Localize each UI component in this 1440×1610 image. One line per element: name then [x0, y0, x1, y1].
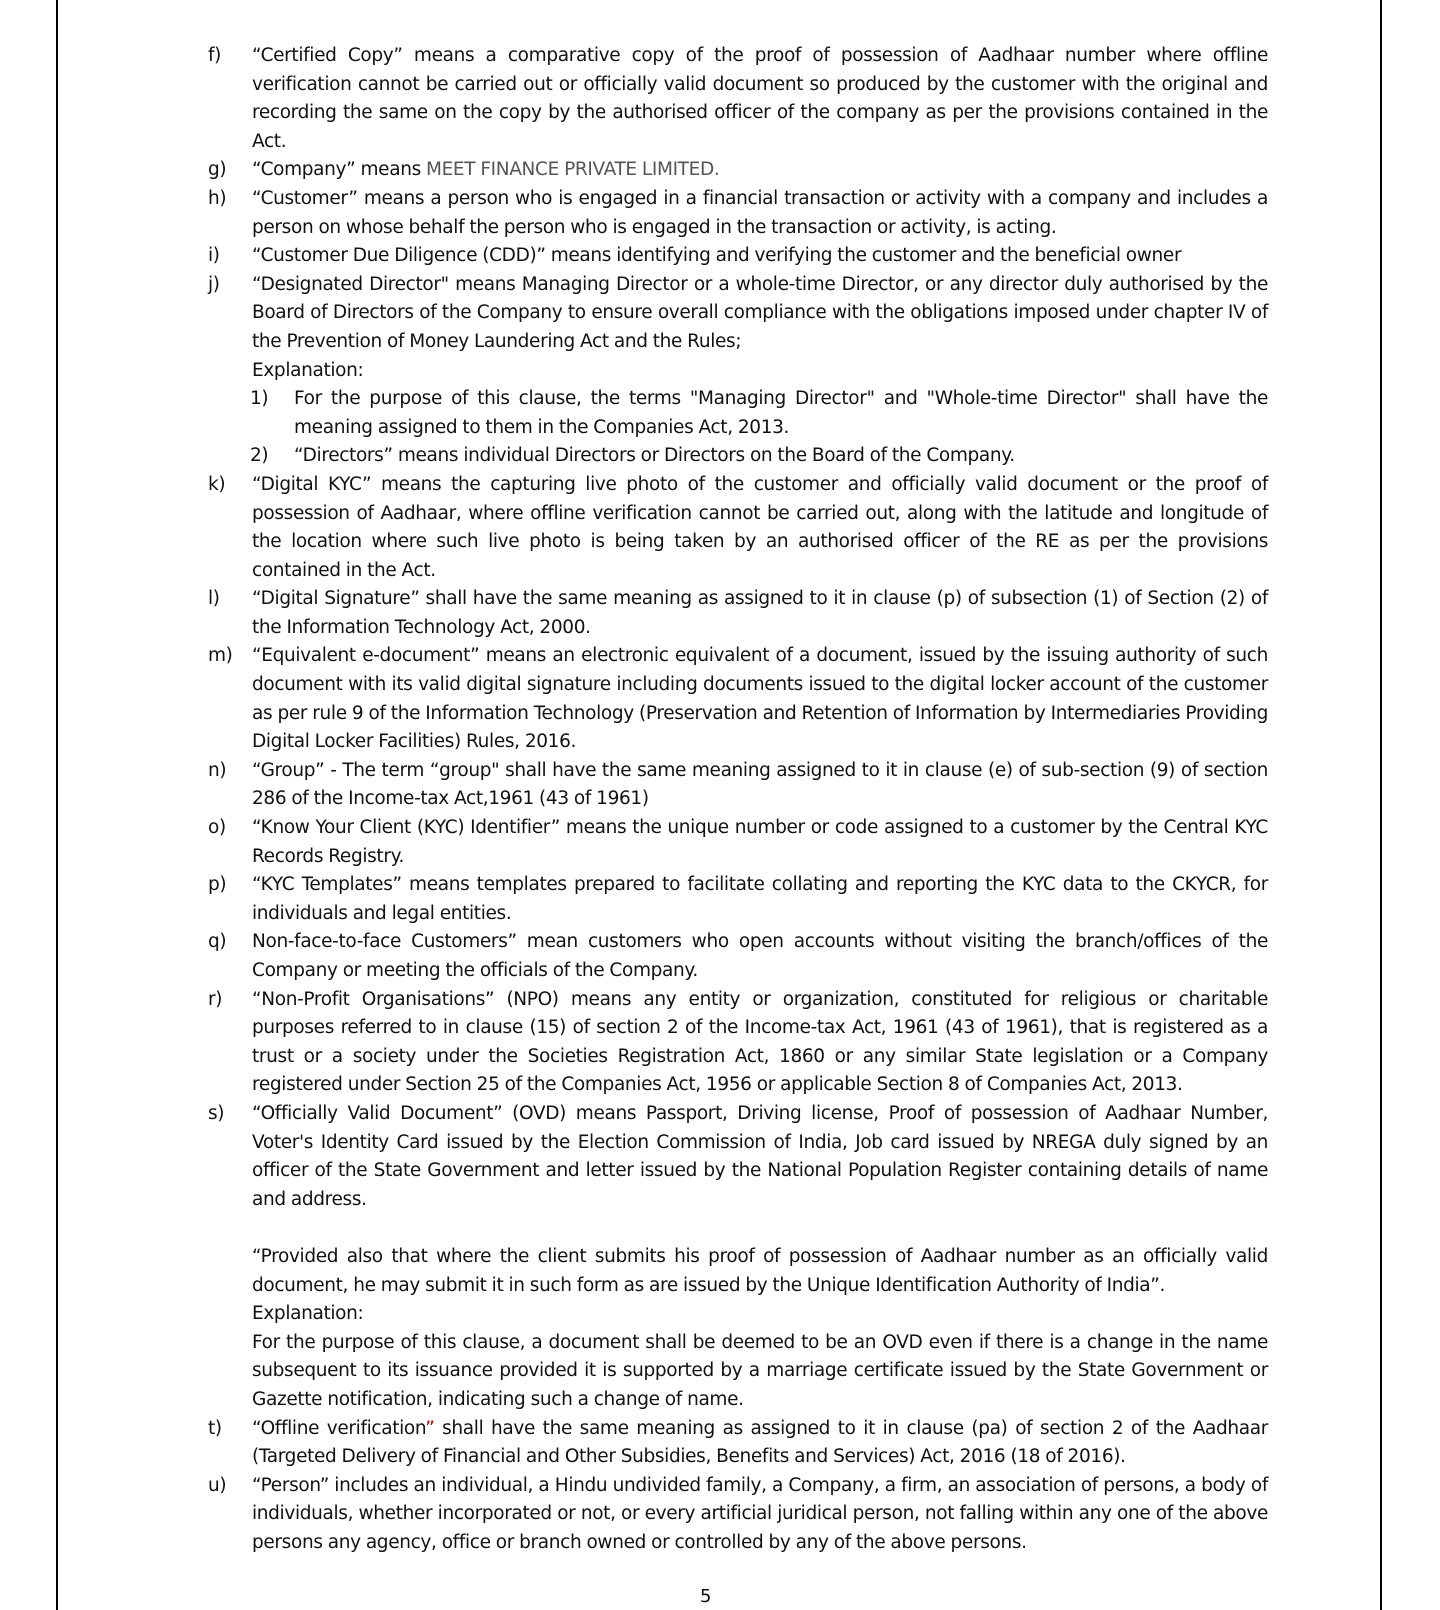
explanation-sub-item-1 — [208, 385, 1268, 442]
item-marker: n) — [208, 759, 227, 781]
definition-text: “Customer” means a person who is engaged in a financial transaction or activity with a company and includes a person on whose behalf the person who is engaged in the transaction or activity, is acting. — [252, 187, 1268, 238]
definition-item-m — [208, 642, 1268, 756]
item-marker: i) — [208, 245, 220, 267]
proviso-text: “Provided also that where the client submits his proof of possession of Aadhaar number as an officially valid document, he may submit it in such form as are issued by the Unique Identification Authority of India”. — [252, 1245, 1268, 1296]
item-marker: j) — [208, 273, 220, 295]
term-open: “Offline verification — [252, 1417, 426, 1439]
item-marker: r) — [208, 988, 223, 1010]
item-marker: g) — [208, 159, 227, 181]
definition-item-r — [208, 986, 1268, 1100]
paragraph-spacer — [252, 1214, 1268, 1243]
sub-item-marker: 2) — [250, 445, 269, 467]
definition-text: “Know Your Client (KYC) Identifier” means the unique number or code assigned to a customer by the Central KYC Records Registry. — [252, 817, 1268, 867]
definition-item-t — [208, 1415, 1268, 1472]
page-number: 5 — [700, 1586, 712, 1607]
sub-item-text: For the purpose of this clause, the terms "Managing Director" and "Whole-time Director" shall have the meaning assigned to them in the Companies Act, 2013. — [294, 388, 1268, 438]
item-marker: m) — [208, 645, 233, 667]
definition-rest: shall have the same meaning as assigned to it in clause (pa) of section 2 of the Aadhaar (Targeted Delivery of Financial and Other Subsidies, Benefits and Services) Act, 2016 (18 of 2016). — [252, 1417, 1268, 1468]
item-marker: t) — [208, 1417, 222, 1439]
definition-text: “Digital Signature” shall have the same meaning as assigned to it in clause (p) of subsection (1) of Section (2) of the Information Technology Act, 2000. — [252, 588, 1268, 638]
definition-text: “Customer Due Diligence (CDD)” means identifying and verifying the customer and the beneficial owner — [252, 245, 1182, 267]
item-marker: f) — [208, 45, 222, 66]
definition-item-f — [208, 42, 1268, 156]
definition-text: “Certified Copy” means a comparative copy of the proof of possession of Aadhaar number where offline verification cannot be carried out or officially valid document so produced by the customer with the original and recording the same on the copy by the authorised officer of the company as per the provisions contained in the Act. — [252, 45, 1268, 152]
definition-prefix: “Company” means — [252, 159, 426, 181]
explanation-sub-item-2 — [208, 442, 1268, 471]
page-border-right — [1380, 0, 1382, 1610]
definition-text: “Designated Director" means Managing Director or a whole-time Director, or any director duly authorised by the Board of Directors of the Company to ensure overall compliance with the obligations imposed under chapter IV of the Prevention of Money Laundering Act and the Rules; — [252, 273, 1268, 352]
definition-item-g — [208, 156, 1268, 185]
definition-text: “Equivalent e-document” means an electronic equivalent of a document, issued by the issuing authority of such document with its valid digital signature including documents issued to the digital locker account of the customer as per rule 9 of the Information Technology (Preservation and Retention of Information by Intermediaries Providing Digital Locker Facilities) Rules, 2016. — [252, 645, 1268, 753]
definition-text: “KYC Templates” means templates prepared to facilitate collating and reporting the KYC data to the CKYCR, for individuals and legal entities. — [252, 874, 1268, 924]
definition-text: “Digital KYC” means the capturing live photo of the customer and officially valid document or the proof of possession of Aadhaar, where offline verification cannot be carried out, along with the latitude and longitude of the location where such live photo is being taken by an authorised officer of the RE as per the provisions contained in the Act. — [252, 473, 1268, 581]
definition-text: “Officially Valid Document” (OVD) means Passport, Driving license, Proof of possession of Aadhaar Number, Voter's Identity Card issued by the Election Commission of India, Job card issued by NREGA duly signed by an officer of the State Government and letter issued by the National Population Register containing details of name and address. — [252, 1102, 1268, 1210]
item-marker: o) — [208, 817, 226, 839]
item-marker: h) — [208, 187, 227, 209]
item-marker: k) — [208, 473, 226, 495]
item-marker: q) — [208, 931, 227, 953]
item-marker: p) — [208, 874, 227, 896]
company-name: MEET FINANCE PRIVATE LIMITED. — [425, 159, 720, 181]
definition-item-j — [208, 271, 1268, 385]
definition-item-i — [208, 242, 1268, 271]
definition-item-u — [208, 1472, 1268, 1558]
definition-item-h — [208, 185, 1268, 242]
explanation-label: Explanation: — [252, 359, 364, 381]
definition-text: Non-face-to-face Customers” mean customers who open accounts without visiting the branch/offices of the Company or meeting the officials of the Company. — [252, 931, 1268, 981]
definition-item-o — [208, 814, 1268, 871]
definition-item-k — [208, 471, 1268, 585]
explanation-label: Explanation: — [252, 1303, 364, 1325]
sub-item-marker: 1) — [250, 388, 269, 410]
definition-item-l — [208, 585, 1268, 642]
definition-text: “Person” includes an individual, a Hindu undivided family, a Company, a firm, an association of persons, a body of individuals, whether incorporated or not, or every artificial juridical person, not falling within any one of the above persons any agency, office or branch owned or controlled by any of the above persons. — [252, 1474, 1268, 1553]
definition-item-s — [208, 1100, 1268, 1415]
definition-text: “Non-Profit Organisations” (NPO) means any entity or organization, constituted for religious or charitable purposes referred to in clause (15) of section 2 of the Income-tax Act, 1961 (43 of 1961), that is registered as a trust or a society under the Societies Registration Act, 1860 or any similar State legislation or a Company registered under Section 25 of the Companies Act, 1956 or applicable Section 8 of Companies Act, 2013. — [252, 988, 1268, 1096]
item-marker: s) — [208, 1102, 225, 1124]
page-border-left — [56, 0, 58, 1610]
explanation-text: For the purpose of this clause, a document shall be deemed to be an OVD even if there is a change in the name subsequent to its issuance provided it is supported by a marriage certificate issued by the State Government or Gazette notification, indicating such a change of name. — [252, 1331, 1268, 1410]
sub-item-text: “Directors” means individual Directors or Directors on the Board of the Company. — [294, 445, 1015, 467]
definition-text — [252, 156, 1268, 185]
definitions-list — [208, 42, 1268, 1557]
definition-item-n — [208, 757, 1268, 814]
definition-item-q — [208, 928, 1268, 985]
term-close-quote: ” — [425, 1417, 435, 1439]
definition-text: “Group” - The term “group" shall have the same meaning assigned to it in clause (e) of sub-section (9) of section 286 of the Income-tax Act,1961 (43 of 1961) — [252, 759, 1268, 810]
definition-item-p — [208, 871, 1268, 928]
definition-text — [252, 1415, 1268, 1472]
item-marker: u) — [208, 1474, 227, 1496]
item-marker: l) — [208, 588, 220, 610]
